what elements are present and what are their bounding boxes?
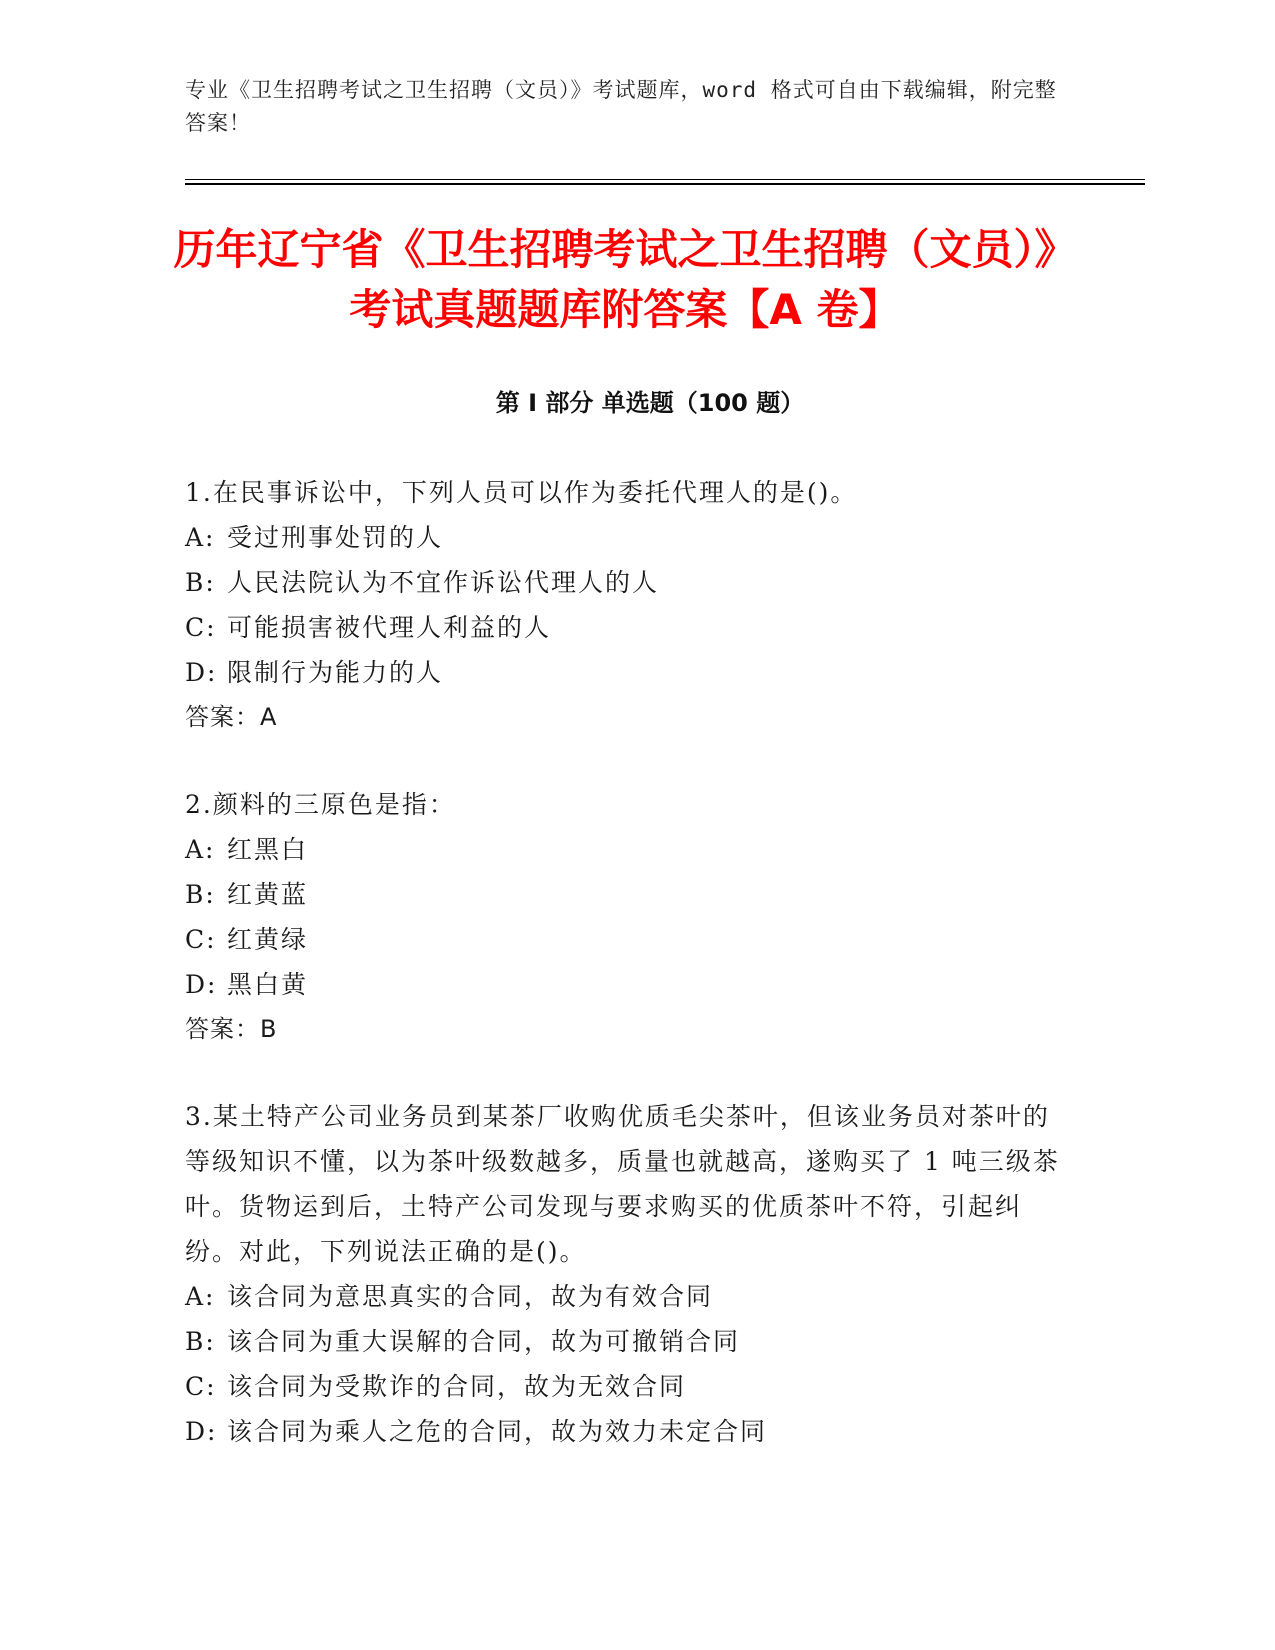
option-text: 可能损害被代理人利益的人: [227, 613, 552, 642]
option-letter: A:: [185, 1282, 216, 1311]
option-letter: B:: [185, 880, 216, 909]
option-letter: C:: [185, 925, 217, 954]
option-c: [185, 917, 1065, 962]
option-letter: B:: [185, 1327, 216, 1356]
option-text: 红黄绿: [227, 925, 309, 954]
option-letter: A:: [185, 523, 216, 552]
header-note: 专业《卫生招聘考试之卫生招聘（文员）》考试题库，word 格式可自由下载编辑，附完整答案！: [185, 78, 1057, 135]
option-text: 该合同为受欺诈的合同，故为无效合同: [227, 1372, 687, 1401]
option-text: 该合同为意思真实的合同，故为有效合同: [227, 1282, 714, 1311]
option-text: 红黄蓝: [227, 880, 309, 909]
option-c: [185, 1364, 1065, 1409]
option-a: [185, 827, 1065, 872]
document-title: 历年辽宁省《卫生招聘考试之卫生招聘（文员）》考试真题题库附答案【A 卷】: [173, 225, 1077, 334]
question-stem: 1.在民事诉讼中，下列人员可以作为委托代理人的是()。: [185, 478, 858, 507]
option-b: [185, 1319, 1065, 1364]
option-text: 限制行为能力的人: [227, 658, 444, 687]
header-divider-thin: [185, 179, 1145, 180]
question-2: [185, 782, 1065, 1052]
option-d: [185, 650, 1065, 695]
answer-label: 答案：: [185, 703, 260, 731]
question-stem: 3.某土特产公司业务员到某茶厂收购优质毛尖茶叶，但该业务员对茶叶的等级知识不懂，以为茶叶级数越多，质量也就越高，遂购买了 1 吨三级茶叶。货物运到后，土特产公司发现与要求购买的优质茶叶不符，引起纠纷。对此，下列说法正确的是()。: [185, 1102, 1060, 1266]
option-d: [185, 1409, 1065, 1454]
option-a: [185, 515, 1065, 560]
answer-value: B: [260, 1015, 278, 1043]
option-letter: D:: [185, 658, 218, 687]
option-letter: D:: [185, 1417, 218, 1446]
answer-value: A: [260, 703, 278, 731]
question-stem: 2.颜料的三原色是指：: [185, 790, 456, 819]
option-text: 该合同为重大误解的合同，故为可撤销合同: [227, 1327, 741, 1356]
option-b: [185, 872, 1065, 917]
question-3: [185, 1094, 1065, 1454]
section-title: 第 I 部分 单选题（100 题）: [495, 389, 805, 417]
option-text: 红黑白: [227, 835, 309, 864]
header-divider-thick: [185, 183, 1145, 185]
option-text: 该合同为乘人之危的合同，故为效力未定合同: [227, 1417, 768, 1446]
option-letter: C:: [185, 613, 217, 642]
option-text: 人民法院认为不宜作诉讼代理人的人: [227, 568, 660, 597]
option-letter: C:: [185, 1372, 217, 1401]
question-1: [185, 470, 1065, 740]
option-letter: A:: [185, 835, 216, 864]
option-letter: D:: [185, 970, 218, 999]
option-text: 受过刑事处罚的人: [227, 523, 444, 552]
option-text: 黑白黄: [227, 970, 309, 999]
option-d: [185, 962, 1065, 1007]
answer-label: 答案：: [185, 1015, 260, 1043]
option-b: [185, 560, 1065, 605]
option-c: [185, 605, 1065, 650]
question-list: [185, 470, 1065, 1496]
option-letter: B:: [185, 568, 216, 597]
option-a: [185, 1274, 1065, 1319]
answer-line: [185, 695, 1065, 740]
answer-line: [185, 1007, 1065, 1052]
